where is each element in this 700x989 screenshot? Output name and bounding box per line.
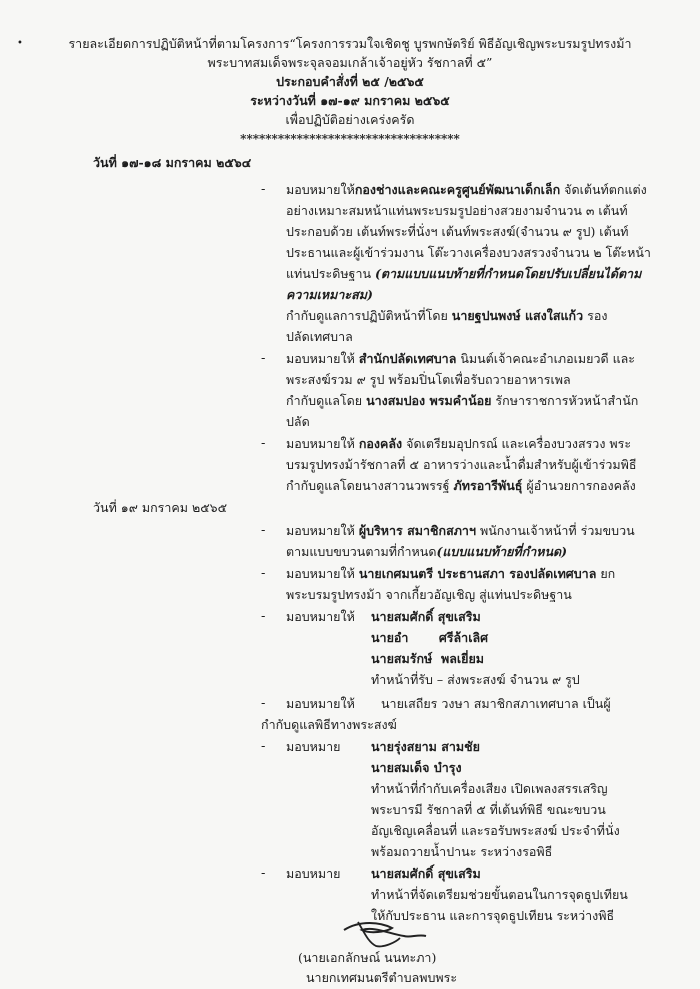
header-line-2: พระบาทสมเด็จพระจุลจอมเกล้าเจ้าอยู่หัว รัชกาลที่ ๕” — [207, 55, 493, 70]
item8-duty-1: ทำหน้าที่กำกับเครื่องเสียง เปิดเพลงสรรเสริญ — [371, 781, 608, 796]
item6-label: มอบหมายให้ — [286, 609, 355, 624]
purpose: เพื่อปฏิบัติอย่างเคร่งครัด — [285, 112, 415, 127]
item1-line6: ความเหมาะสม) — [286, 287, 373, 302]
bullet-dash: - — [261, 696, 266, 711]
bullet-dash: - — [261, 609, 266, 624]
item1-line8: ปลัดเทศบาล — [286, 329, 353, 344]
item8-duty-4: พร้อมถวายน้ำปานะ ระหว่างรอพิธี — [371, 844, 553, 859]
handwritten-signature — [340, 916, 430, 952]
item6-name-3: นายสมรักษ์ พลเยี่ยม — [371, 651, 485, 666]
item3-line2: บรมรูปทรงม้ารัชกาลที่ ๕ อาหารว่างและน้ำดื่มสำหรับผู้เข้าร่วมพิธี — [286, 457, 637, 472]
item9-duty-2: ให้กับประธาน และการจุดธูปเทียน ระหว่างพิธี — [371, 908, 615, 923]
period: ระหว่างวันที่ ๑๗-๑๙ มกราคม ๒๕๖๕ — [250, 93, 450, 108]
item8-label: มอบหมาย — [286, 739, 341, 754]
item8-name-1: นายรุ่งสยาม สามชัย — [371, 739, 480, 754]
item7-label: มอบหมายให้ — [286, 696, 355, 711]
bullet-dash: - — [261, 436, 266, 451]
header-line-1: รายละเอียดการปฏิบัติหน้าที่ตามโครงการ“โครงการรวมใจเชิดชู บูรพกษัตริย์ พิธีอัญเชิญพระบรมรูปทรงม้า — [68, 36, 632, 51]
item2-supervisor: กำกับดูแลโดย นางสมปอง พรมคำน้อย รักษาราชการหัวหน้าสำนัก — [286, 393, 639, 408]
item8-duty-3: อัญเชิญเคลื่อนที่ และรอรับพระสงฆ์ ประจำที่นั่ง — [371, 823, 620, 838]
order-number: ประกอบคำสั่งที่ ๒๕ /๒๕๖๕ — [276, 74, 424, 89]
item2-line2: พระสงฆ์รวม ๙ รูป พร้อมปิ่นโตเพื่อรับถวายอาหารเพล — [286, 372, 571, 387]
bullet-dash: - — [261, 739, 266, 754]
item6-name-2: นายอำ ศรีล้าเลิศ — [371, 630, 489, 645]
margin-mark: • — [17, 38, 23, 49]
item8-duty-2: พระบารมี รัชกาลที่ ๕ ที่เต้นท์พิธี ขณะขบวน — [371, 802, 606, 817]
item7-line2: กำกับดูแลพิธีทางพระสงฆ์ — [261, 717, 397, 732]
bullet-dash: - — [261, 351, 266, 366]
item1-supervisor: กำกับดูแลการปฏิบัติหน้าที่โดย นายฐปนพงษ์ แสงใสแก้ว รอง — [286, 308, 608, 323]
item1-line2: อย่างเหมาะสมหน้าแท่นพระบรมรูปอย่างสวยงามจำนวน ๓ เต้นท์ — [286, 203, 628, 218]
section-date-2: วันที่ ๑๙ มกราคม ๒๕๖๕ — [93, 500, 228, 515]
item2-line4: ปลัด — [286, 414, 310, 429]
item3-line1: มอบหมายให้ กองคลัง จัดเตรียมอุปกรณ์ และเครื่องบวงสรวง พระ — [286, 436, 632, 451]
bullet-dash: - — [261, 866, 266, 881]
item1-line5: แท่นประดิษฐาน (ตามแบบแนบท้ายที่กำหนดโดยปรับเปลี่ยนได้ตาม — [286, 266, 642, 281]
item1-line1: มอบหมายให้กองช่างและคณะครูศูนย์พัฒนาเด็กเล็ก จัดเต้นท์ตกแต่ง — [286, 182, 647, 197]
section-date-1: วันที่ ๑๗-๑๘ มกราคม ๒๕๖๔ — [93, 155, 252, 170]
item6-duty: ทำหน้าที่รับ – ส่งพระสงฆ์ จำนวน ๙ รูป — [371, 672, 580, 687]
item9-name-1: นายสมศักดิ์ สุขเสริม — [371, 866, 481, 881]
item7-line1: นายเสถียร วงษา สมาชิกสภาเทศบาล เป็นผู้ — [381, 696, 611, 711]
signature-position: นายกเทศมนตรีตำบลพบพระ — [306, 970, 458, 985]
bullet-dash: - — [261, 523, 266, 538]
item8-name-2: นายสมเด็จ บำรุง — [371, 760, 462, 775]
signature-name: (นายเอกลักษณ์ นนทะภา) — [298, 950, 437, 965]
item6-name-1: นายสมศักดิ์ สุขเสริม — [371, 609, 481, 624]
item2-line1: มอบหมายให้ สำนักปลัดเทศบาล นิมนต์เจ้าคณะอำเภอเมยวดี และ — [286, 351, 636, 366]
item9-label: มอบหมาย — [286, 866, 341, 881]
item4-line2: ตามแบบขบวนตามที่กำหนด(แบบแนบท้ายที่กำหนด) — [286, 544, 568, 559]
item5-line2: พระบรมรูปทรงม้า จากเกี้ยวอัญเชิญ สู่แท่นประดิษฐาน — [286, 587, 572, 602]
bullet-dash: - — [261, 182, 266, 197]
item4-line1: มอบหมายให้ ผู้บริหาร สมาชิกสภาฯ พนักงานเจ้าหน้าที่ ร่วมขบวน — [286, 523, 635, 538]
item9-duty-1: ทำหน้าที่จัดเตรียมช่วยขั้นตอนในการจุดธูปเทียน — [371, 887, 628, 902]
bullet-dash: - — [261, 566, 266, 581]
separator-stars: *********************************** — [240, 132, 460, 146]
item5-line1: มอบหมายให้ นายเกศมนตรี ประธานสภา รองปลัดเทศบาล ยก — [286, 566, 616, 581]
item1-line3: ประกอบด้วย เต้นท์พระที่นั่งฯ เต้นท์พระสงฆ์(จำนวน ๙ รูป) เต้นท์ — [286, 224, 629, 239]
item1-line4: ประธานและผู้เข้าร่วมงาน โต๊ะวางเครื่องบวงสรวงจำนวน ๒ โต๊ะหน้า — [286, 245, 651, 260]
item3-supervisor: กำกับดูแลโดยนางสาวนวพรรฐ์ ภัทรอารีพันธุ์ ผู้อำนวยการกองคลัง — [286, 478, 636, 493]
